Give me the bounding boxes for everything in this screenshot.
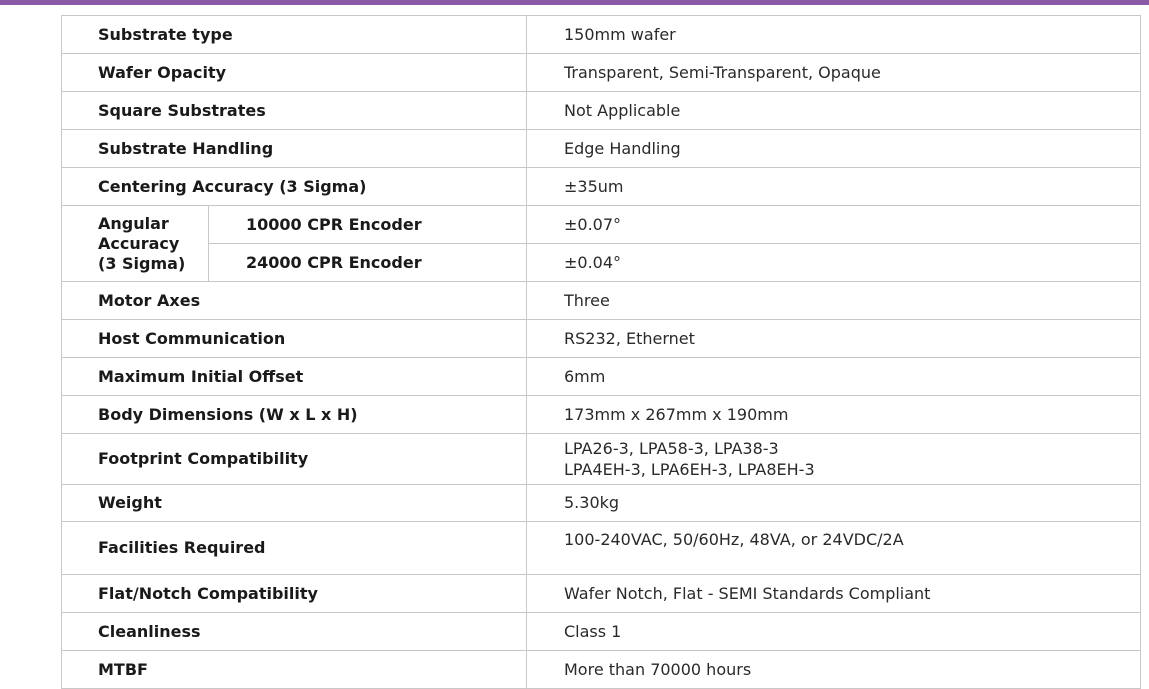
group-label-line: (3 Sigma) [98, 253, 186, 273]
row-label: Weight [62, 485, 527, 522]
row-value: 6mm [527, 358, 1141, 396]
row-value: Not Applicable [527, 92, 1141, 130]
value-line: LPA26-3, LPA58-3, LPA38-3 [564, 439, 779, 458]
table-row [62, 282, 1141, 320]
table-row [62, 16, 1141, 54]
row-value: Transparent, Semi-Transparent, Opaque [527, 54, 1141, 92]
specifications-table [61, 15, 1141, 689]
group-label-line: Angular [98, 213, 169, 233]
sub-row-label: 24000 CPR Encoder [209, 244, 527, 282]
row-value: ±0.07° [527, 206, 1141, 244]
row-value: RS232, Ethernet [527, 320, 1141, 358]
table-row [62, 575, 1141, 613]
value-line: LPA4EH-3, LPA6EH-3, LPA8EH-3 [564, 460, 815, 479]
row-label: Centering Accuracy (3 Sigma) [62, 168, 527, 206]
table-row [62, 613, 1141, 651]
row-value: Edge Handling [527, 130, 1141, 168]
sub-row-label: 10000 CPR Encoder [209, 206, 527, 244]
row-label: Footprint Compatibility [62, 434, 527, 485]
table-row [62, 396, 1141, 434]
table-row [62, 244, 1141, 282]
row-value: 173mm x 267mm x 190mm [527, 396, 1141, 434]
row-value: Wafer Notch, Flat - SEMI Standards Compliant [527, 575, 1141, 613]
top-accent-bar [0, 0, 1149, 5]
row-value: 150mm wafer [527, 16, 1141, 54]
row-label: Maximum Initial Offset [62, 358, 527, 396]
row-label: Host Communication [62, 320, 527, 358]
table-row [62, 130, 1141, 168]
row-value: Three [527, 282, 1141, 320]
table-row [62, 358, 1141, 396]
row-value: Class 1 [527, 613, 1141, 651]
row-label: Flat/Notch Compatibility [62, 575, 527, 613]
row-value: ±0.04° [527, 244, 1141, 282]
row-label: Body Dimensions (W x L x H) [62, 396, 527, 434]
row-value [527, 434, 1141, 485]
table-row [62, 522, 1141, 575]
row-label: MTBF [62, 651, 527, 689]
row-label: Wafer Opacity [62, 54, 527, 92]
row-label: Square Substrates [62, 92, 527, 130]
row-label: Substrate type [62, 16, 527, 54]
table-row [62, 168, 1141, 206]
row-value: 5.30kg [527, 485, 1141, 522]
table-row [62, 54, 1141, 92]
group-label-line: Accuracy [98, 233, 180, 253]
table-row [62, 92, 1141, 130]
row-value: 100-240VAC, 50/60Hz, 48VA, or 24VDC/2A [527, 522, 1141, 575]
table-row [62, 320, 1141, 358]
row-value: ±35um [527, 168, 1141, 206]
table-row [62, 485, 1141, 522]
row-label: Facilities Required [62, 522, 527, 575]
table-row [62, 434, 1141, 485]
table-row [62, 206, 1141, 244]
angular-accuracy-group-label [62, 206, 209, 282]
row-value: More than 70000 hours [527, 651, 1141, 689]
row-label: Substrate Handling [62, 130, 527, 168]
row-label: Motor Axes [62, 282, 527, 320]
row-label: Cleanliness [62, 613, 527, 651]
